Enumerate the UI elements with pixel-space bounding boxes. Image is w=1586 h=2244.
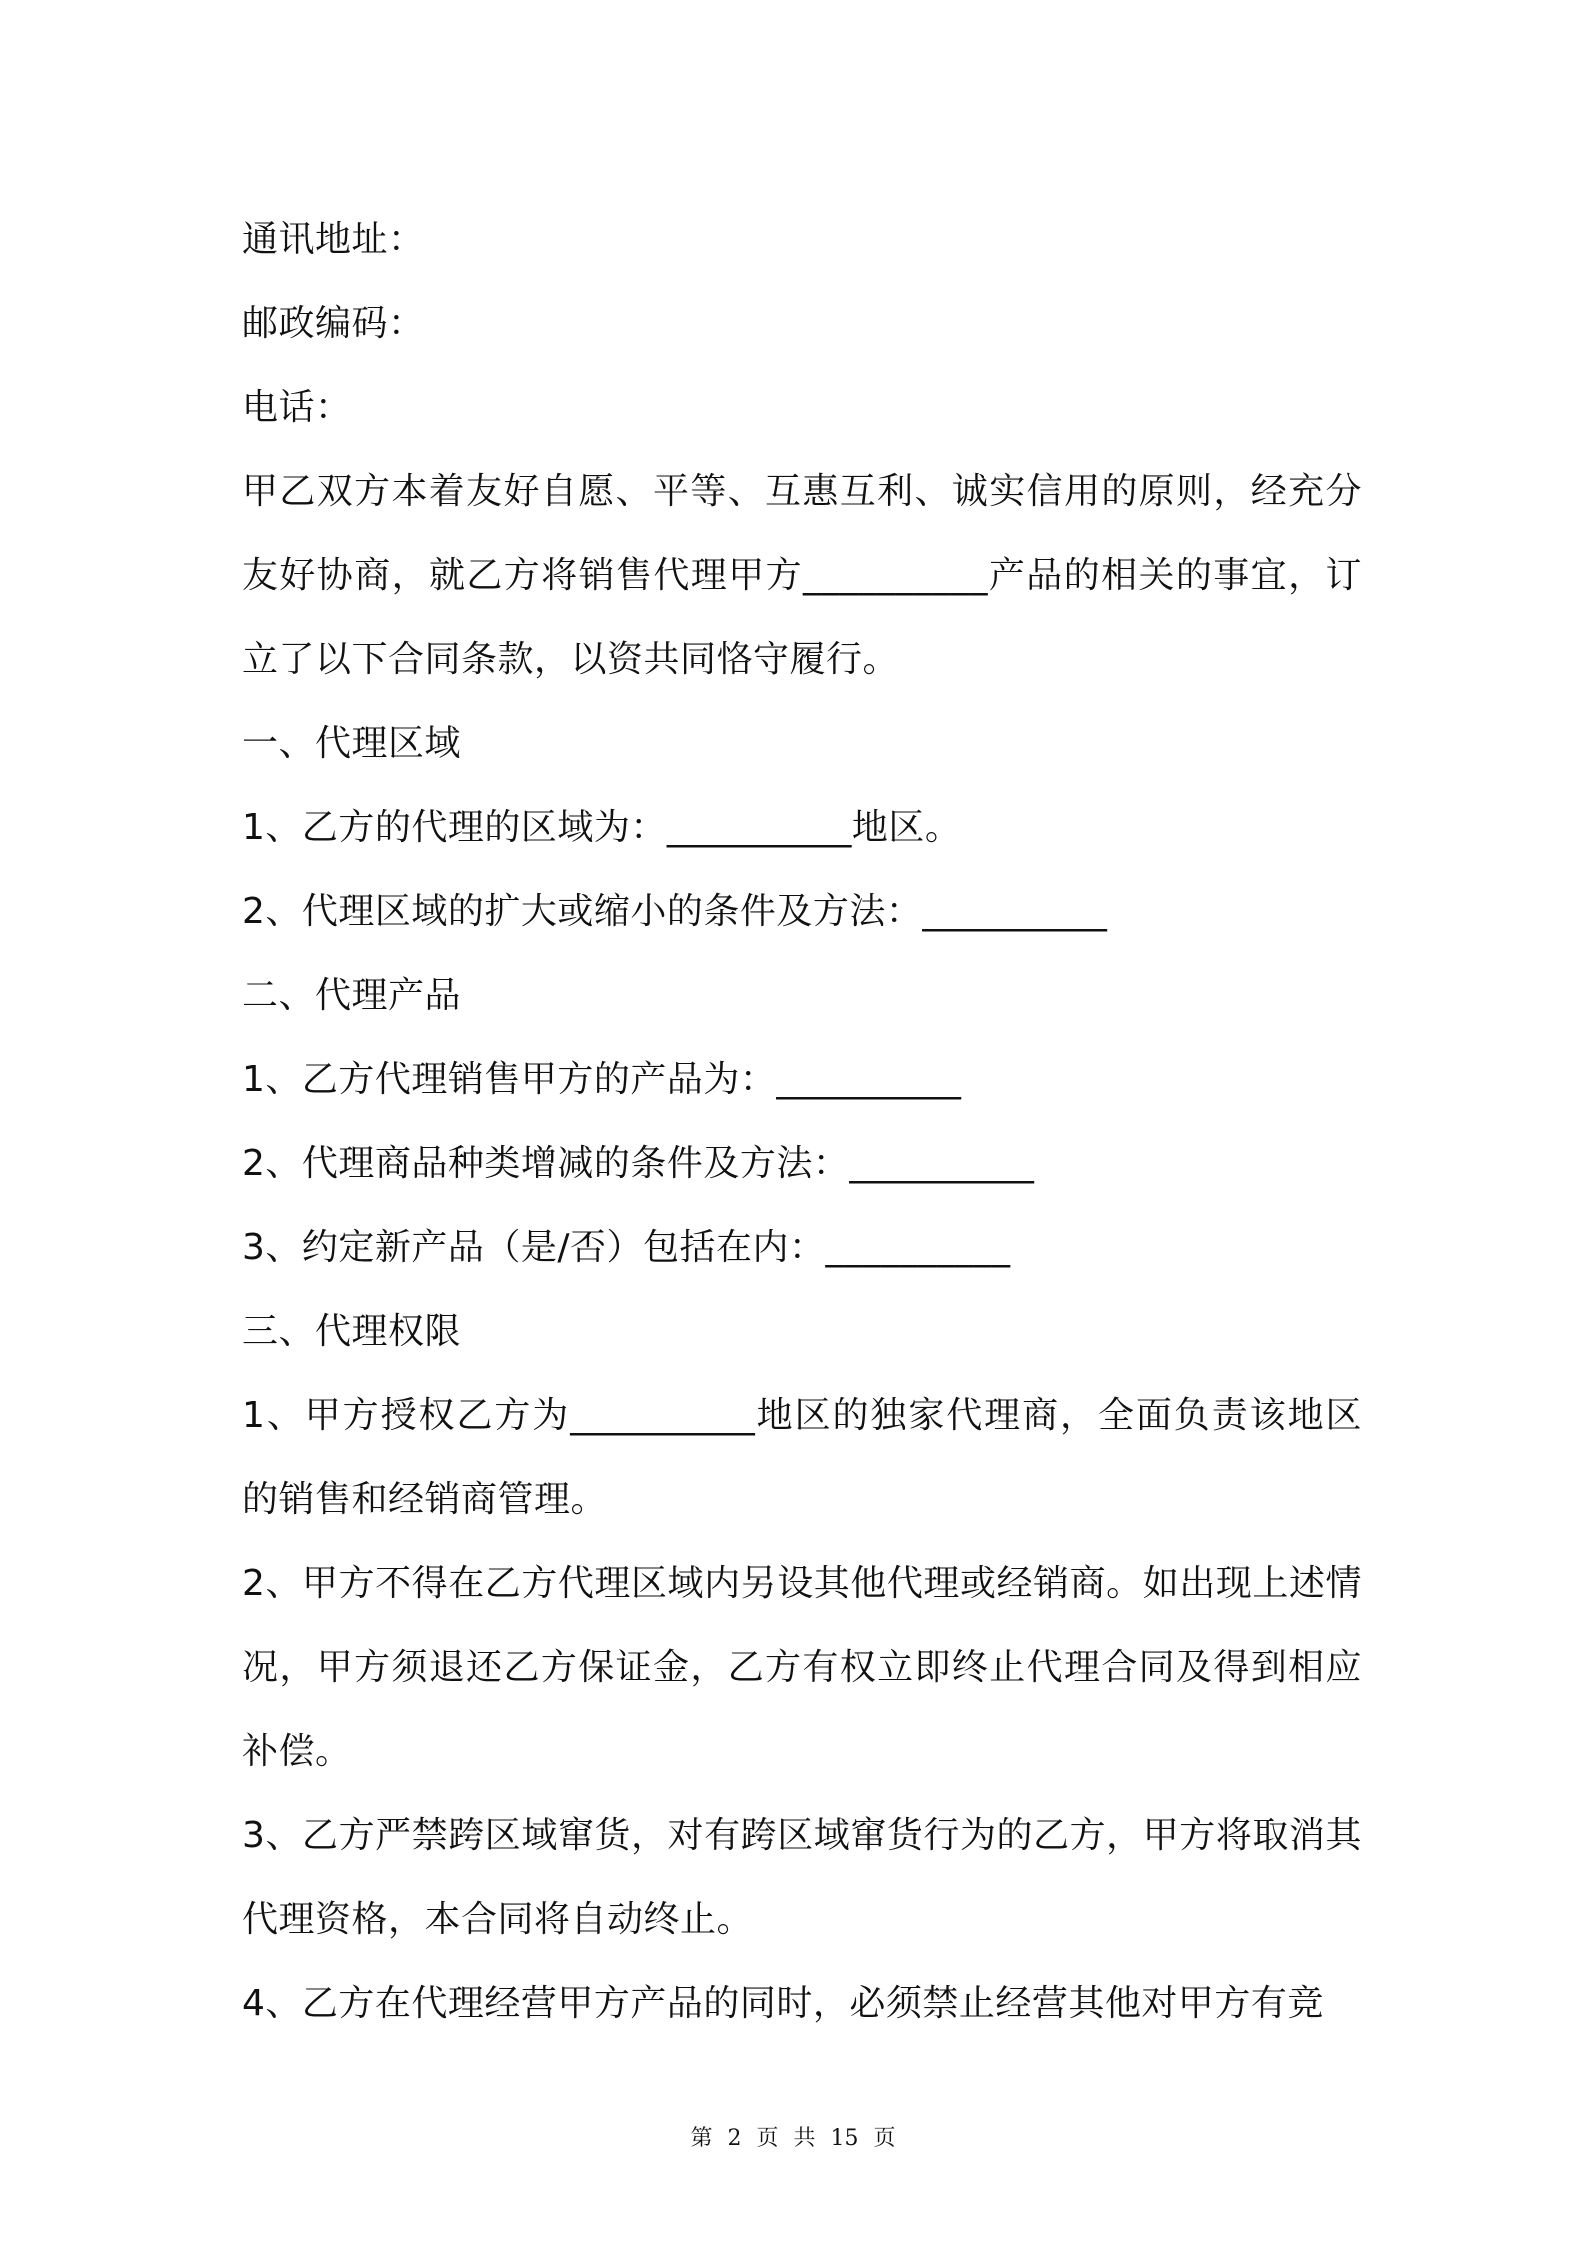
agency-products-clause-2: 2、代理商品种类增减的条件及方法：__________ xyxy=(242,1143,1035,1184)
agency-authority-clause-2: 2、甲方不得在乙方代理区域内另设其他代理或经销商。如出现上述情况，甲方须退还乙方保证金，乙方有权立即终止代理合同及得到相应补偿。 xyxy=(242,1563,1362,1772)
contact-address-line: 通讯地址： xyxy=(242,219,425,260)
agency-authority-clause-4: 4、乙方在代理经营甲方产品的同时，必须禁止经营其他对甲方有竞 xyxy=(242,1983,1324,2024)
footer-page-word: 页 xyxy=(756,2126,779,2151)
agency-products-clause-3: 3、约定新产品（是/否）包括在内：__________ xyxy=(242,1227,1011,1268)
phone-line: 电话： xyxy=(242,387,352,428)
section-heading-agency-authority: 三、代理权限 xyxy=(242,1311,462,1352)
agency-area-clause-1: 1、乙方的代理的区域为：__________地区。 xyxy=(242,807,962,848)
footer-total-suffix: 页 xyxy=(873,2126,896,2151)
footer-page-prefix: 第 xyxy=(690,2126,713,2151)
agency-authority-clause-1: 1、甲方授权乙方为__________地区的独家代理商，全面负责该地区的销售和经销商管理。 xyxy=(242,1395,1362,1520)
footer-total-prefix: 共 xyxy=(793,2126,816,2151)
page-footer xyxy=(0,2124,1586,2154)
agency-area-clause-2: 2、代理区域的扩大或缩小的条件及方法：__________ xyxy=(242,891,1108,932)
section-heading-agency-area: 一、代理区域 xyxy=(242,723,462,764)
section-heading-agency-products: 二、代理产品 xyxy=(242,975,462,1016)
postal-code-line: 邮政编码： xyxy=(242,303,425,344)
agency-authority-clause-3: 3、乙方严禁跨区域窜货，对有跨区域窜货行为的乙方，甲方将取消其代理资格，本合同将自动终止。 xyxy=(242,1815,1362,1940)
document-body xyxy=(242,198,1362,2046)
agency-products-clause-1: 1、乙方代理销售甲方的产品为：__________ xyxy=(242,1059,962,1100)
footer-total-pages: 15 xyxy=(830,2126,859,2151)
footer-current-page: 2 xyxy=(727,2126,742,2151)
intro-paragraph: 甲乙双方本着友好自愿、平等、互惠互利、诚实信用的原则，经充分友好协商，就乙方将销售代理甲方__________产品的相关的事宜，订立了以下合同条款，以资共同恪守履行。 xyxy=(242,471,1362,680)
